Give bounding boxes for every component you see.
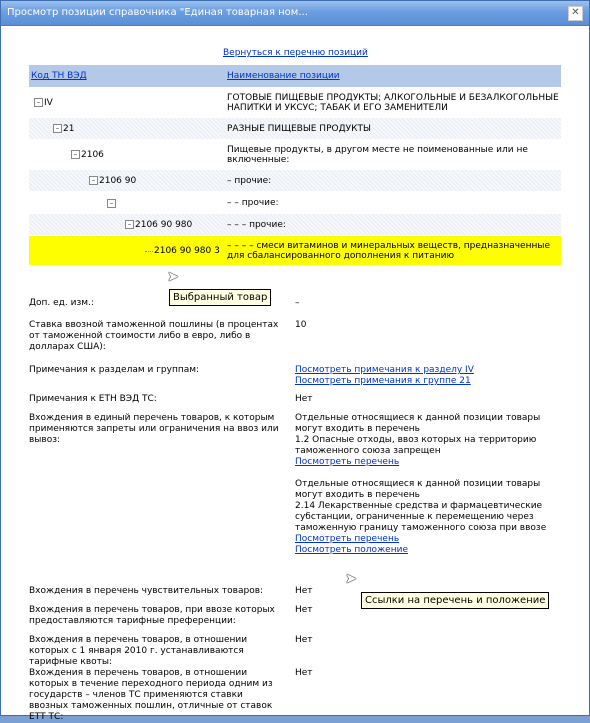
field-value: Нет xyxy=(295,586,313,596)
tree-row-selected[interactable] xyxy=(29,236,561,266)
tree-row[interactable] xyxy=(29,170,561,192)
field-label: Вхождения в единый перечень товаров, к которым применяются запреты или ограничения на ввоз или вывоз: xyxy=(29,413,279,445)
collapse-icon[interactable]: – xyxy=(125,220,134,229)
field-value: Нет xyxy=(295,668,313,678)
tooltip-selected: Выбранный товар xyxy=(169,289,271,306)
prohibition-text: 1.2 Опасные отходы, ввоз которых на территорию таможенного союза запрещен xyxy=(295,435,537,456)
field-value: Нет xyxy=(295,605,313,615)
tree-row[interactable] xyxy=(29,192,561,214)
field-label: Вхождения в перечень товаров, в отношении которых в течение переходного периода одним из государств – членов ТС применяются ставки ввозных таможенных пошлин, отличные от ставок ЕТТ ТС: xyxy=(29,668,273,722)
column-header-code[interactable]: Код ТН ВЭД xyxy=(29,65,223,88)
tree-name: РАЗНЫЕ ПИЩЕВЫЕ ПРОДУКТЫ xyxy=(223,118,561,140)
tree-row[interactable] xyxy=(29,214,561,236)
tree-name: ГОТОВЫЕ ПИЩЕВЫЕ ПРОДУКТЫ; АЛКОГОЛЬНЫЕ И БЕЗАЛКОГОЛЬНЫЕ НАПИТКИ И УКСУС; ТАБАК И ЕГО ЗАМЕНИТЕЛИ xyxy=(223,88,561,118)
collapse-icon[interactable]: – xyxy=(107,199,116,208)
field-value: Нет xyxy=(295,394,313,404)
tree-code: 2106 90 980 xyxy=(135,219,193,230)
tooltip-links: Ссылки на перечень и положение xyxy=(361,592,549,609)
tree-row[interactable] xyxy=(29,118,561,140)
tree-row[interactable] xyxy=(29,88,561,118)
tree-name: – – – прочие: xyxy=(223,214,561,236)
tree-name: – – – – смеси витаминов и минеральных веществ, предназначенные для сбалансированного дополнения к питанию xyxy=(223,236,561,266)
tree-row[interactable] xyxy=(29,140,561,170)
title-bar[interactable] xyxy=(1,1,589,26)
field-label: Примечания к ЕТН ВЭД ТС: xyxy=(29,394,157,404)
back-link[interactable]: Вернуться к перечню позиций xyxy=(223,48,368,58)
group-notes-link[interactable]: Посмотреть примечания к группе 21 xyxy=(295,376,471,386)
section-notes-link[interactable]: Посмотреть примечания к разделу IV xyxy=(295,365,474,375)
view-list-link[interactable]: Посмотреть перечень xyxy=(295,457,400,467)
column-header-name[interactable]: Наименование позиции xyxy=(223,65,561,88)
tree-code: IV xyxy=(44,97,53,108)
field-label: Ставка ввозной таможенной пошлины (в процентах от таможенной стоимости либо в евро, либо в долларах США): xyxy=(29,320,279,352)
collapse-icon[interactable]: – xyxy=(71,150,80,159)
field-label: Вхождения в перечень товаров, при ввозе которых предоставляются тарифные преференции: xyxy=(29,605,275,626)
field-value: Нет xyxy=(295,635,313,645)
mouse-cursor-icon: ➤ xyxy=(345,571,357,587)
collapse-icon[interactable]: – xyxy=(89,176,98,185)
field-label: Примечания к разделам и группам: xyxy=(29,365,200,375)
content-area xyxy=(1,26,589,722)
window-title: Просмотр позиции справочника "Единая товарная ном... xyxy=(7,7,308,18)
code-tree-table xyxy=(29,65,561,266)
field-value: – xyxy=(295,298,300,308)
tree-code: 2106 90 980 3 xyxy=(154,246,220,257)
view-regulation-link[interactable]: Посмотреть положение xyxy=(295,545,408,555)
tree-code: 2106 90 xyxy=(99,175,137,186)
tree-name: – – прочие: xyxy=(223,192,561,214)
prohibition-text: Отдельные относящиеся к данной позиции товары могут входить в перечень xyxy=(295,413,541,434)
tree-name: – прочие: xyxy=(223,170,561,192)
view-list-link[interactable]: Посмотреть перечень xyxy=(295,534,400,544)
collapse-icon[interactable]: – xyxy=(53,124,62,133)
tree-code: 21 xyxy=(63,123,75,134)
close-icon[interactable]: ✕ xyxy=(568,6,583,21)
tree-name: Пищевые продукты, в другом месте не поименованные или не включенные: xyxy=(223,140,561,170)
tree-code: 2106 xyxy=(81,149,104,160)
field-value: 10 xyxy=(295,320,307,330)
field-label: Вхождения в перечень товаров, в отношении которых с 1 января 2010 г. устанавливаются тарифные квоты: xyxy=(29,635,248,667)
tree-leaf-connector xyxy=(145,251,153,252)
field-label: Доп. ед. изм.: xyxy=(29,298,94,308)
prohibition-text: 2.14 Лекарственные средства и фармацевтические субстанции, ограниченные к перемещению через таможенную границу таможенного союза при ввозе xyxy=(295,501,547,533)
prohibition-text: Отдельные относящиеся к данной позиции товары могут входить в перечень xyxy=(295,479,541,500)
collapse-icon[interactable]: – xyxy=(34,98,43,107)
mouse-cursor-icon: ➤ xyxy=(167,269,179,285)
field-label: Вхождения в перечень чувствительных товаров: xyxy=(29,586,264,596)
